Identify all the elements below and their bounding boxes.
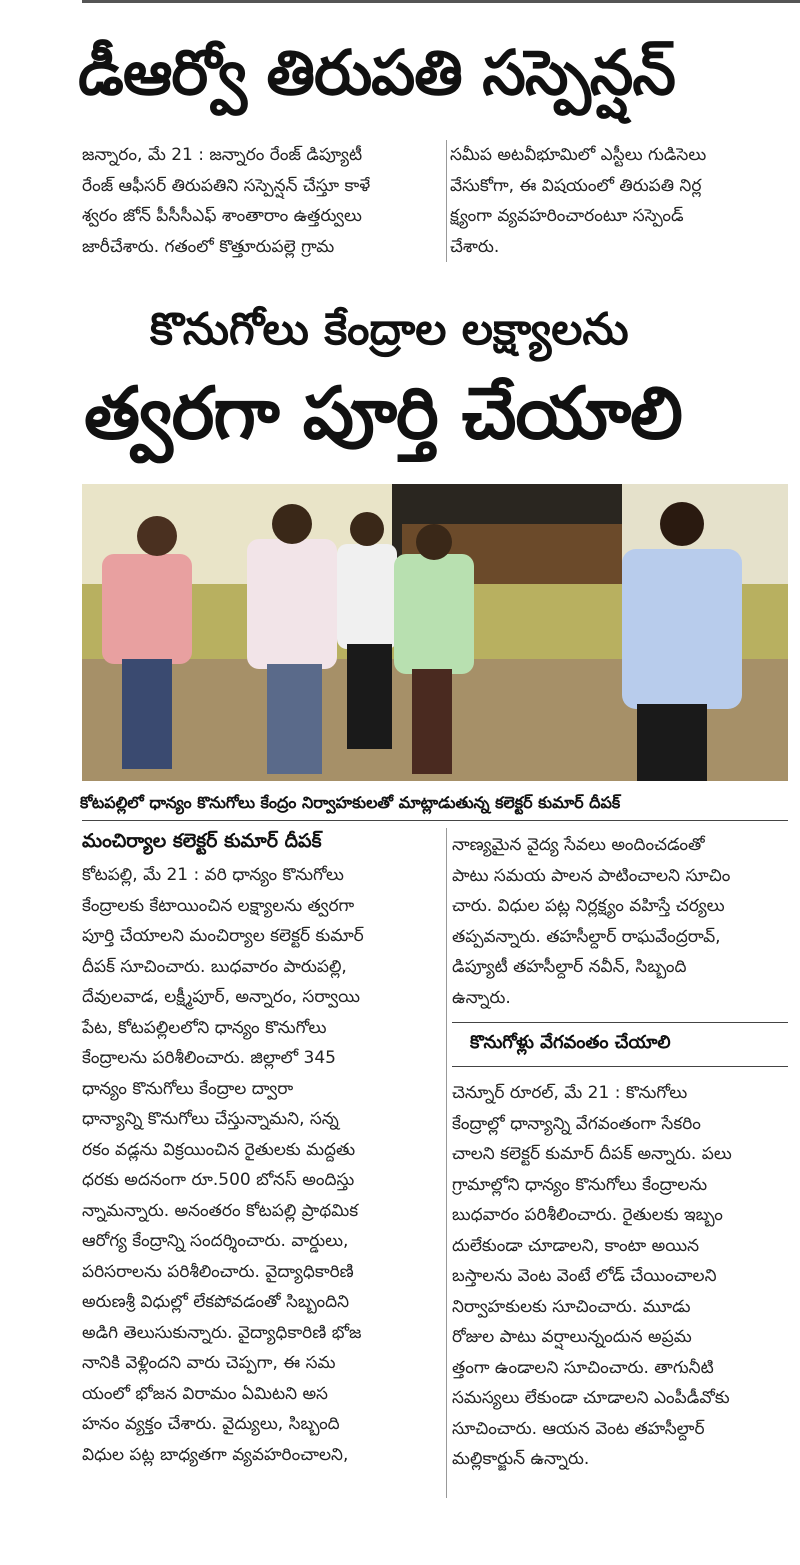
story2-right-column xyxy=(452,830,788,1013)
body-line: క్ష్యంగా వ్యవహరించారంటూ సస్పెండ్ xyxy=(450,206,684,226)
story3-subhead: కొనుగోళ్లు వేగవంతం చేయాలి xyxy=(470,1032,671,1053)
body-line: ఉన్నారు. xyxy=(452,987,511,1008)
headline-procurement-line2: త్వరగా పూర్తి చేయాలి xyxy=(84,371,682,455)
body-line: కేంద్రాలకు కేటాయించిన లక్ష్యాలను త్వరగా xyxy=(82,895,355,916)
headline-procurement-line1: కొనుగోలు కేంద్రాల లక్ష్యాలను xyxy=(150,304,629,355)
body-line: న్నామన్నారు. అనంతరం కోటపల్లి ప్రాథమిక xyxy=(82,1200,359,1221)
body-line: చేశారు. xyxy=(450,236,500,257)
story3-column xyxy=(452,1078,788,1475)
body-line: ధాన్యాన్ని కొనుగోలు చేస్తున్నామని, సన్న xyxy=(82,1109,339,1129)
story1-right-column xyxy=(450,140,788,262)
body-line: యంలో భోజన విరామం ఏమిటని అస xyxy=(82,1383,328,1404)
news-photo xyxy=(82,484,788,781)
body-line: నిర్వాహకులకు సూచించారు. మూడు xyxy=(452,1296,691,1317)
story2-left-column xyxy=(82,860,440,1470)
headline-suspension: డీఆర్వో తిరుపతి సస్పెన్షన్ xyxy=(78,36,675,109)
body-line: దులేకుండా చూడాలని, కాంటా అయిన xyxy=(452,1235,700,1256)
body-line: సూచించారు. ఆయన వెంట తహసీల్దార్ xyxy=(452,1418,705,1439)
body-line: త్తంగా ఉండాలని సూచించారు. తాగునీటి xyxy=(452,1357,714,1378)
body-line: శ్వరం జోన్ పీసీసీఎఫ్ శాంతారాం ఉత్తర్వులు xyxy=(82,206,362,226)
body-line: తప్పవన్నారు. తహసీల్దార్ రాఘవేంద్రరావ్, xyxy=(452,926,721,947)
body-line: కేంద్రాలను పరిశీలించారు. జిల్లాలో 345 xyxy=(82,1048,336,1068)
body-line: కేంద్రాల్లో ధాన్యాన్ని వేగవంతంగా సేకరిం xyxy=(452,1113,701,1134)
body-line: నాణ్యమైన వైద్య సేవలు అందించడంతో xyxy=(452,835,705,855)
body-line: రకం వడ్లను విక్రయించిన రైతులకు మద్దతు xyxy=(82,1139,356,1160)
story1-left-column xyxy=(82,140,442,262)
body-line: సమీప అటవీభూమిలో ఎస్టీలు గుడిసెలు xyxy=(450,145,707,165)
body-line: చాలని కలెక్టర్ కుమార్ దీపక్ అన్నారు. పలు xyxy=(452,1144,732,1164)
column-divider xyxy=(446,140,447,262)
body-line: రేంజ్ ఆఫీసర్ తిరుపతిని సస్పెన్షన్ చేస్తూ కాళే xyxy=(82,175,371,196)
story3-subhead-rule xyxy=(452,1066,788,1067)
body-line: దీపక్ సూచించారు. బుధవారం పారుపల్లి, xyxy=(82,956,347,977)
body-line: మల్లికార్జున్ ఉన్నారు. xyxy=(452,1449,590,1469)
body-line: బస్తాలను వెంట వెంటే లోడ్ చేయించాలని xyxy=(452,1266,717,1286)
body-line: అడిగి తెలుసుకున్నారు. వైద్యాధికారిణి భోజ xyxy=(82,1322,362,1343)
body-line: నానికి వెళ్లిందని వారు చెప్పగా, ఈ సమ xyxy=(82,1353,336,1373)
photo-caption: కోటపల్లిలో ధాన్యం కొనుగోలు కేంద్రం నిర్వాహకులతో మాట్లాడుతున్న కలెక్టర్ కుమార్ దీపక్ xyxy=(80,793,621,812)
body-line: జారీచేశారు. గతంలో కొత్తూరుపల్లె గ్రామ xyxy=(82,236,335,257)
body-line: గ్రామాల్లోని ధాన్యం కొనుగోలు కేంద్రాలను xyxy=(452,1174,708,1195)
body-line: పరిసరాలను పరిశీలించారు. వైద్యాధికారిణి xyxy=(82,1261,354,1282)
body-line: పూర్తి చేయాలని మంచిర్యాల కలెక్టర్ కుమార్ xyxy=(82,926,364,946)
body-line: వేసుకోగా, ఈ విషయంలో తిరుపతి నిర్ల xyxy=(450,175,702,196)
body-line: డిప్యూటీ తహసీల్దార్ నవీన్, సిబ్బంది xyxy=(452,957,687,977)
body-line: హనం వ్యక్తం చేశారు. వైద్యులు, సిబ్బంది xyxy=(82,1414,340,1434)
caption-rule xyxy=(82,820,788,821)
body-line: ధరకు అదనంగా రూ.500 బోనస్ అందిస్తు xyxy=(82,1170,355,1190)
body-line: పేట, కోటపల్లిలలోని ధాన్యం కొనుగోలు xyxy=(82,1017,327,1038)
body-line: రోజుల పాటు వర్షాలున్నందున అప్రమ xyxy=(452,1327,692,1347)
story2-subhead: మంచిర్యాల కలెక్టర్ కుమార్ దీపక్ xyxy=(82,830,322,852)
body-line: అరుణశ్రీ విధుల్లో లేకపోవడంతో సిబ్బందిని xyxy=(82,1292,350,1312)
body-line: కోటపల్లి, మే 21 : వరి ధాన్యం కొనుగోలు xyxy=(82,865,344,885)
top-rule xyxy=(82,0,800,3)
body-line: బుధవారం పరిశీలించారు. రైతులకు ఇబ్బం xyxy=(452,1205,723,1225)
story3-top-rule xyxy=(452,1022,788,1023)
body-line: విధుల పట్ల బాధ్యతగా వ్యవహరించాలని, xyxy=(82,1444,349,1465)
body-line: పాటు సమయ పాలన పాటించాలని సూచిం xyxy=(452,865,731,886)
body-line: ధాన్యం కొనుగోలు కేంద్రాల ద్వారా xyxy=(82,1078,294,1099)
body-line: జన్నారం, మే 21 : జన్నారం రేంజ్ డిప్యూటీ xyxy=(82,145,363,165)
column-divider xyxy=(446,828,447,1498)
body-line: సమస్యలు లేకుండా చూడాలని ఎంపీడీవోకు xyxy=(452,1388,730,1408)
body-line: చారు. విధుల పట్ల నిర్లక్ష్యం వహిస్తే చర్యలు xyxy=(452,896,725,916)
body-line: చెన్నూర్ రూరల్, మే 21 : కొనుగోలు xyxy=(452,1083,688,1103)
body-line: ఆరోగ్య కేంద్రాన్ని సందర్శించారు. వార్డులు, xyxy=(82,1231,349,1251)
body-line: దేవులవాడ, లక్ష్మీపూర్, అన్నారం, సర్వాయి xyxy=(82,987,360,1007)
